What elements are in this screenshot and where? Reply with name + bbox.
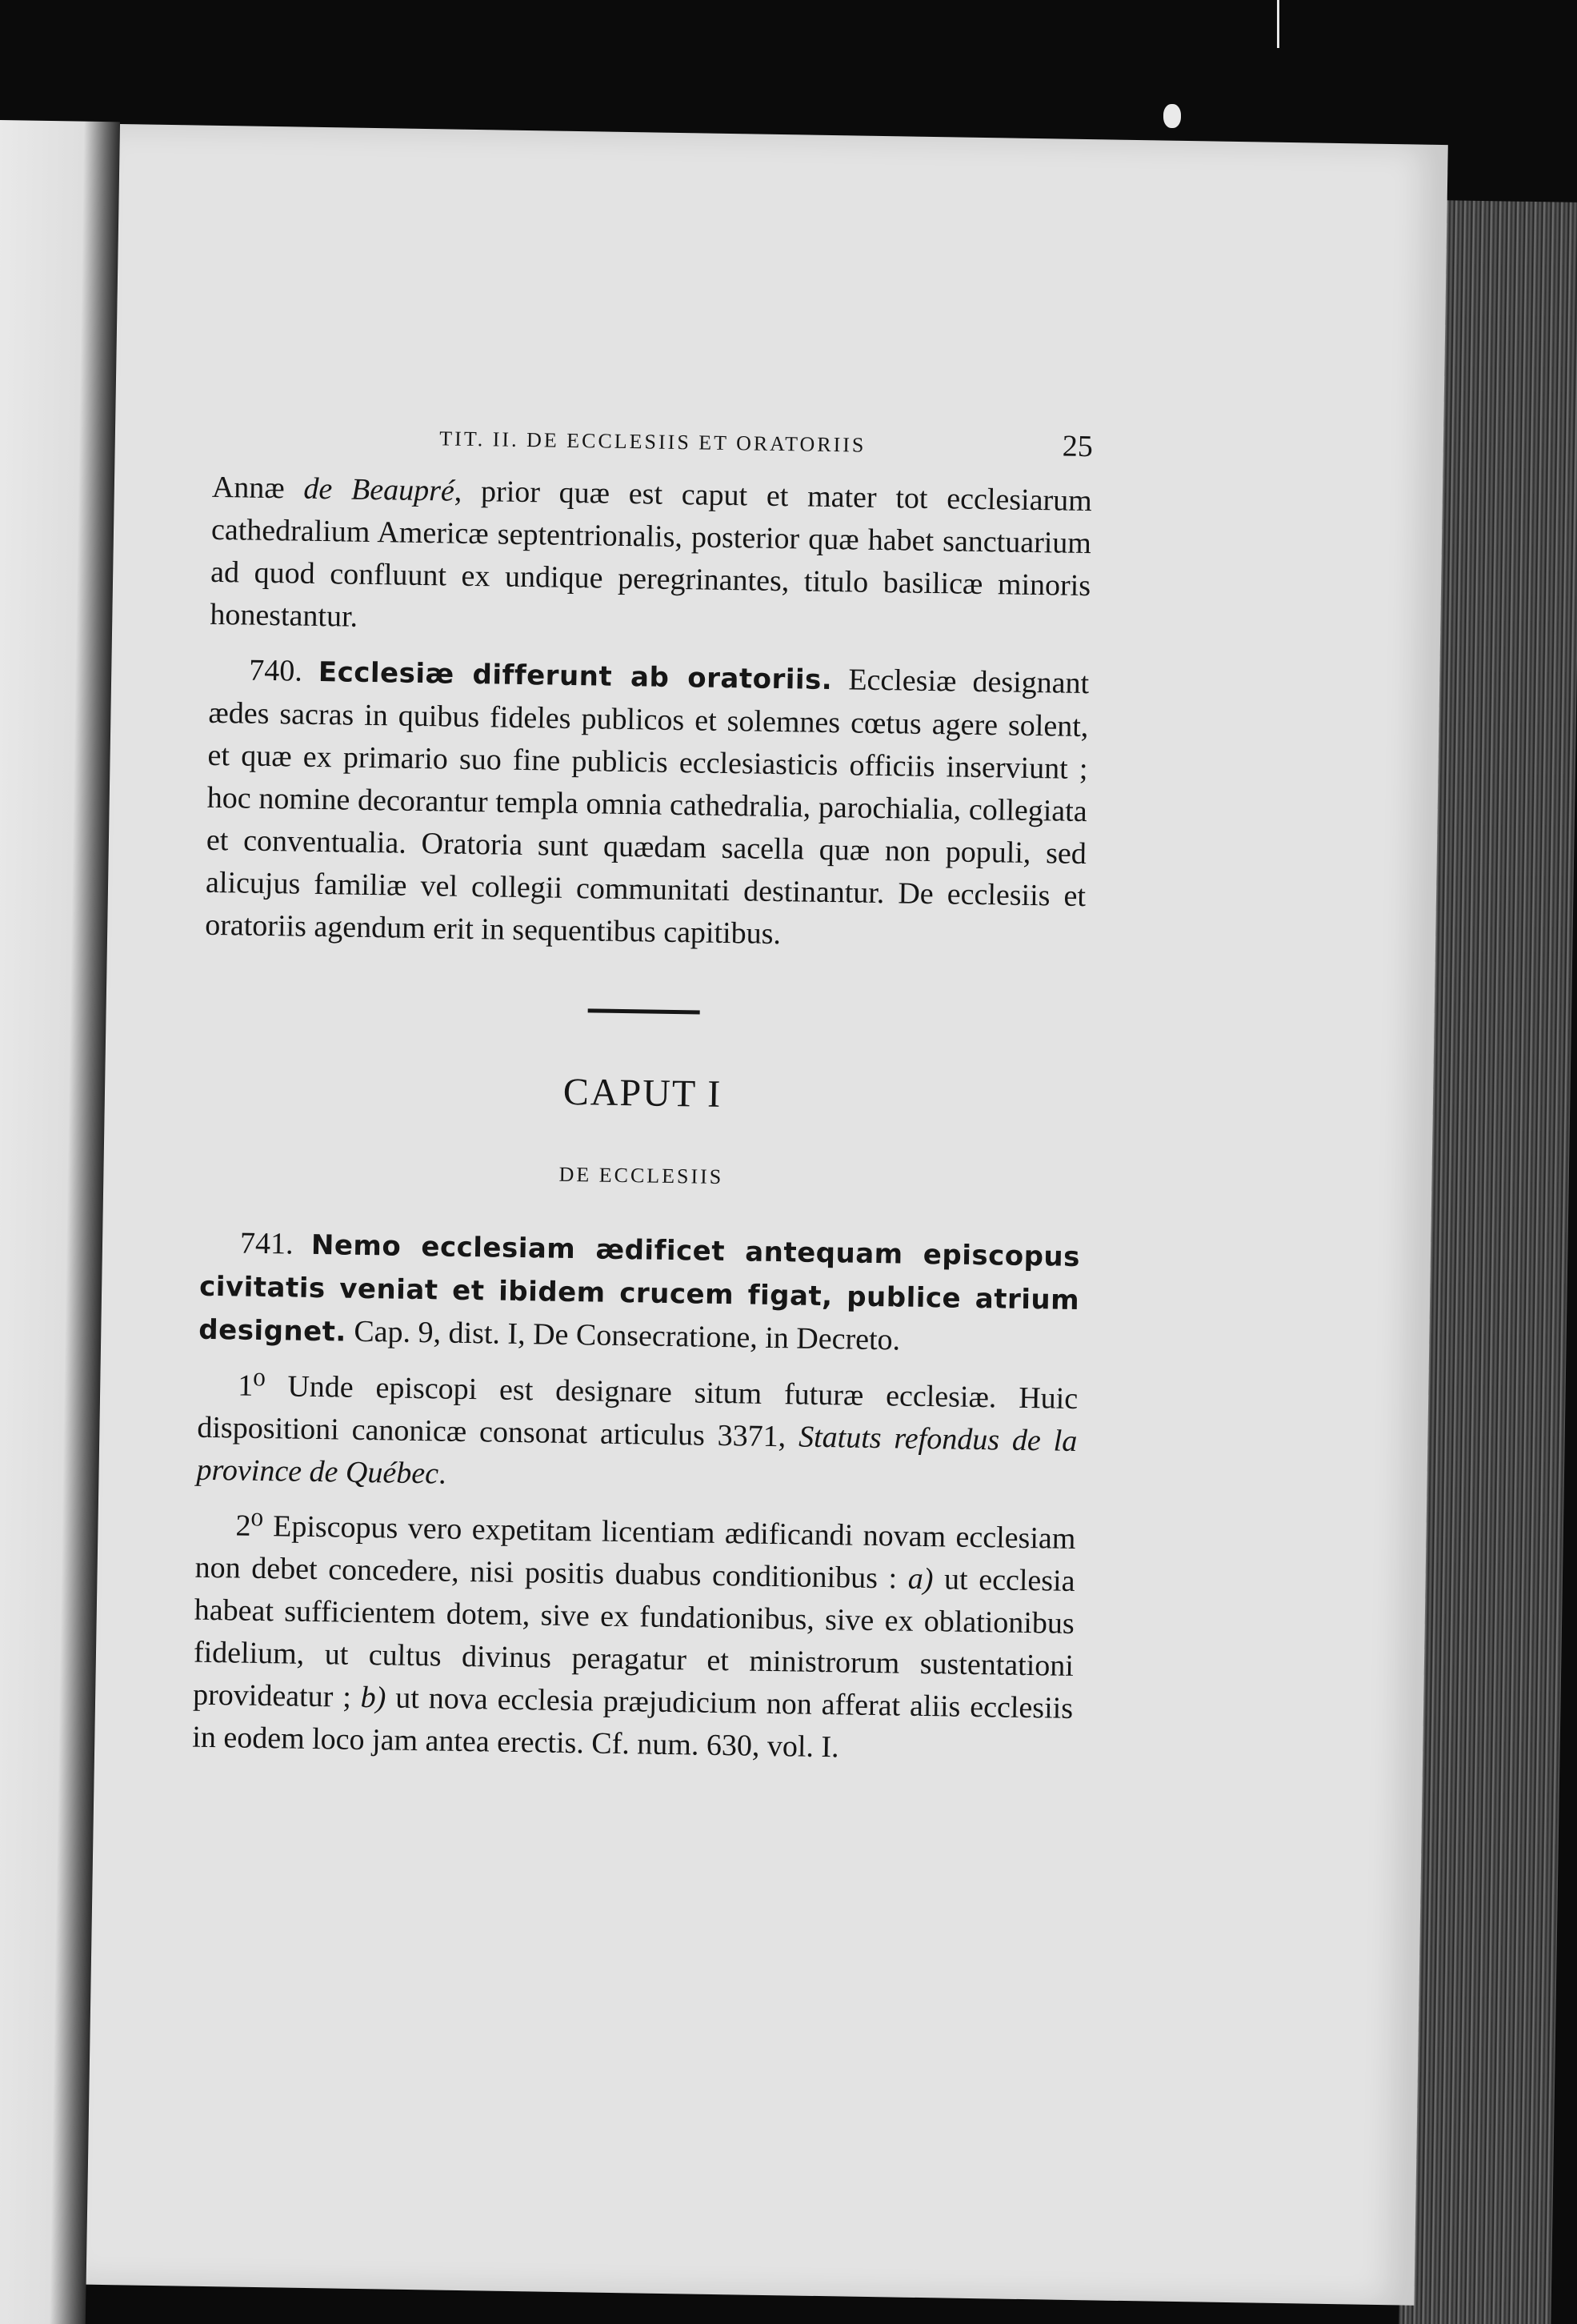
section-741-text: Cap. 9, dist. I, De Consecratione, in Decreto. xyxy=(346,1314,901,1357)
page-number: 25 xyxy=(1062,429,1094,464)
intro-paragraph xyxy=(210,467,1092,650)
section-740-number: 740. xyxy=(248,653,319,688)
point-1-end: . xyxy=(438,1457,446,1491)
point-1-italic: Statuts refondus de la province de Québec xyxy=(196,1420,1078,1491)
point-2 xyxy=(192,1505,1076,1773)
point-2-marker-a: a) xyxy=(907,1561,934,1597)
section-divider xyxy=(588,1008,700,1014)
chapter-title: CAPUT I xyxy=(562,1070,722,1116)
section-741-number: 741. xyxy=(239,1226,312,1261)
point-2-marker-b: b) xyxy=(360,1680,386,1715)
section-740 xyxy=(205,649,1090,960)
point-2-text-3: ut nova ecclesia præjudicium non afferat aliis ecclesiis in eodem loco jam antea erectis. Cf. num. 630, vol. I. xyxy=(192,1681,1074,1765)
section-740-heading: Ecclesiæ differunt ab oratoriis. xyxy=(318,655,833,697)
point-2-text-2: ut ecclesia habeat sufficientem dotem, sive ex fundationibus, sive ex oblationibus fidelium, ut cultus divinus peragatur et ministrorum sustentationi provideatur ; xyxy=(192,1562,1075,1714)
intro-text-2: , prior quæ est caput et mater tot ecclesiarum cathedralium Americæ septentrionalis, posterior quæ habet sanctuarium ad quod confluunt ex undique peregrinantes, titulo basilicæ minoris honestantur. xyxy=(210,474,1093,634)
scan-artifact-mark xyxy=(1277,0,1297,48)
section-741 xyxy=(198,1222,1080,1365)
intro-text-1: Annæ xyxy=(211,470,304,506)
section-740-text: Ecclesiæ designant ædes sacras in quibus fideles publicos et solemnes cœtus agere solent, et quæ ex primario suo fine publicis ecclesiasticis officiis inserviunt ; hoc nomine decorantur templa omnia cathedralia, parochialia, collegiata et conventualia. Oratoria sunt quædam sacella quæ non populi, sed alicujus familiæ vel collegii communitati destinantur. De ecclesiis et oratoriis agendum erit in sequentibus capitibus. xyxy=(204,663,1090,952)
chapter-subtitle: DE ECCLESIIS xyxy=(558,1162,724,1189)
point-2-text-1: 2⁰ Episcopus vero expetitam licentiam ædificandi novam ecclesiam non debet concedere, nisi positis duabus conditionibus : xyxy=(194,1509,1076,1596)
section-741-heading: Nemo ecclesiam ædificet antequam episcopus civitatis veniat et ibidem crucem figat, publice atrium designet. xyxy=(198,1228,1081,1348)
point-1-text: 1⁰ Unde episcopi est designare situm futuræ ecclesiæ. Huic dispositioni canonicæ consonat articulus 3371, xyxy=(197,1368,1079,1454)
point-1 xyxy=(196,1364,1078,1505)
intro-italic-place: de Beaupré xyxy=(303,471,455,508)
book-page xyxy=(86,124,1448,2306)
page-content xyxy=(192,414,1093,1773)
running-head-title: TIT. II. DE ECCLESIIS ET ORATORIIS xyxy=(439,427,867,457)
scan-artifact-dot xyxy=(1163,104,1181,128)
